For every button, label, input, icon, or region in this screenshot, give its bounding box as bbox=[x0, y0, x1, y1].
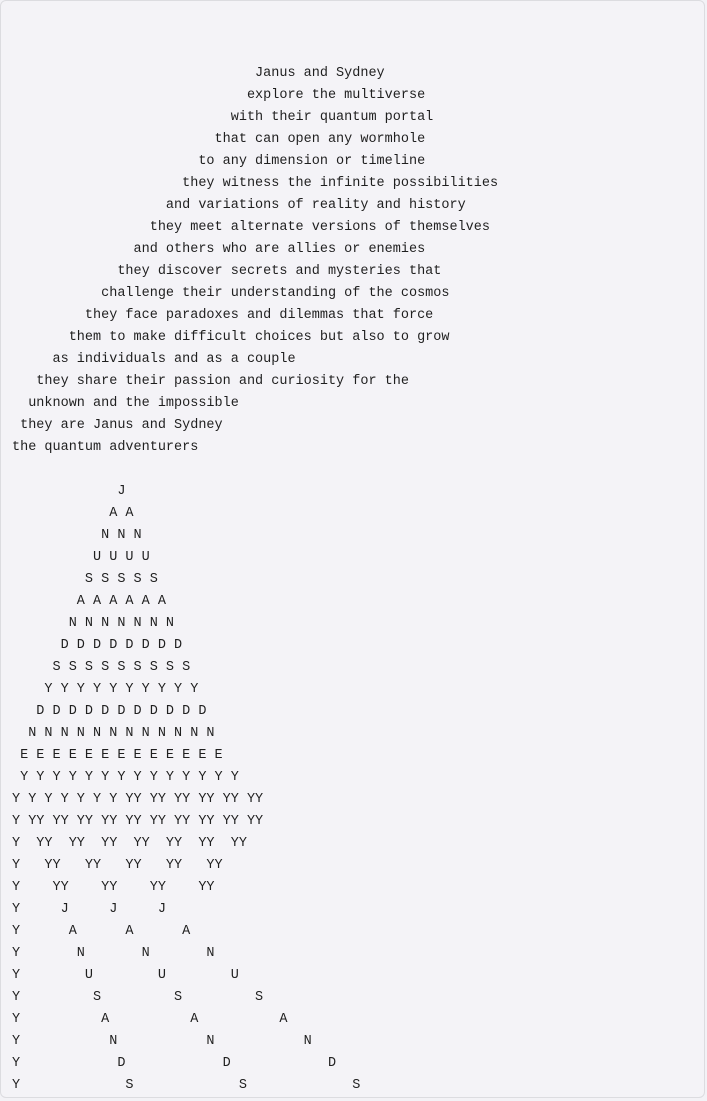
ascii-poem-block bbox=[12, 63, 498, 1097]
ascii-art-text: J A A N N N U U U U S S S S S A A A A A A N N N N N N N D D D D D D D D S S S S S S S S S Y Y Y Y Y Y Y Y Y Y D D D D D D D D D D D N N N N N N N N N N N N E E E E E E E E E E E E E Y Y Y Y Y Y Y Y Y Y Y Y Y Y Y Y Y Y Y Y Y YY YY YY YY YY YY Y YY YY YY YY YY YY YY YY YY YY Y YY YY YY YY YY YY YY Y YY YY YY YY YY Y YY YY YY YY Y J J J Y A A A Y N N N Y U U U Y S S S Y A A A Y N N N Y D D D Y S S S bbox=[12, 484, 361, 1093]
poem-text: Janus and Sydney explore the multiverse with their quantum portal that can open any wormhole to any dimension or timeline they witness the infinite possibilities and variations of reality and history they meet alternate versions of themselves and others who are allies or enemies they discover secrets and mysteries that challenge their understanding of the cosmos they face paradoxes and dilemmas that force them to make difficult choices but also to grow as individuals and as a couple they share their passion and curiosity for the unknown and the impossible they are Janus and Sydney the quantum adventurers bbox=[12, 66, 499, 455]
